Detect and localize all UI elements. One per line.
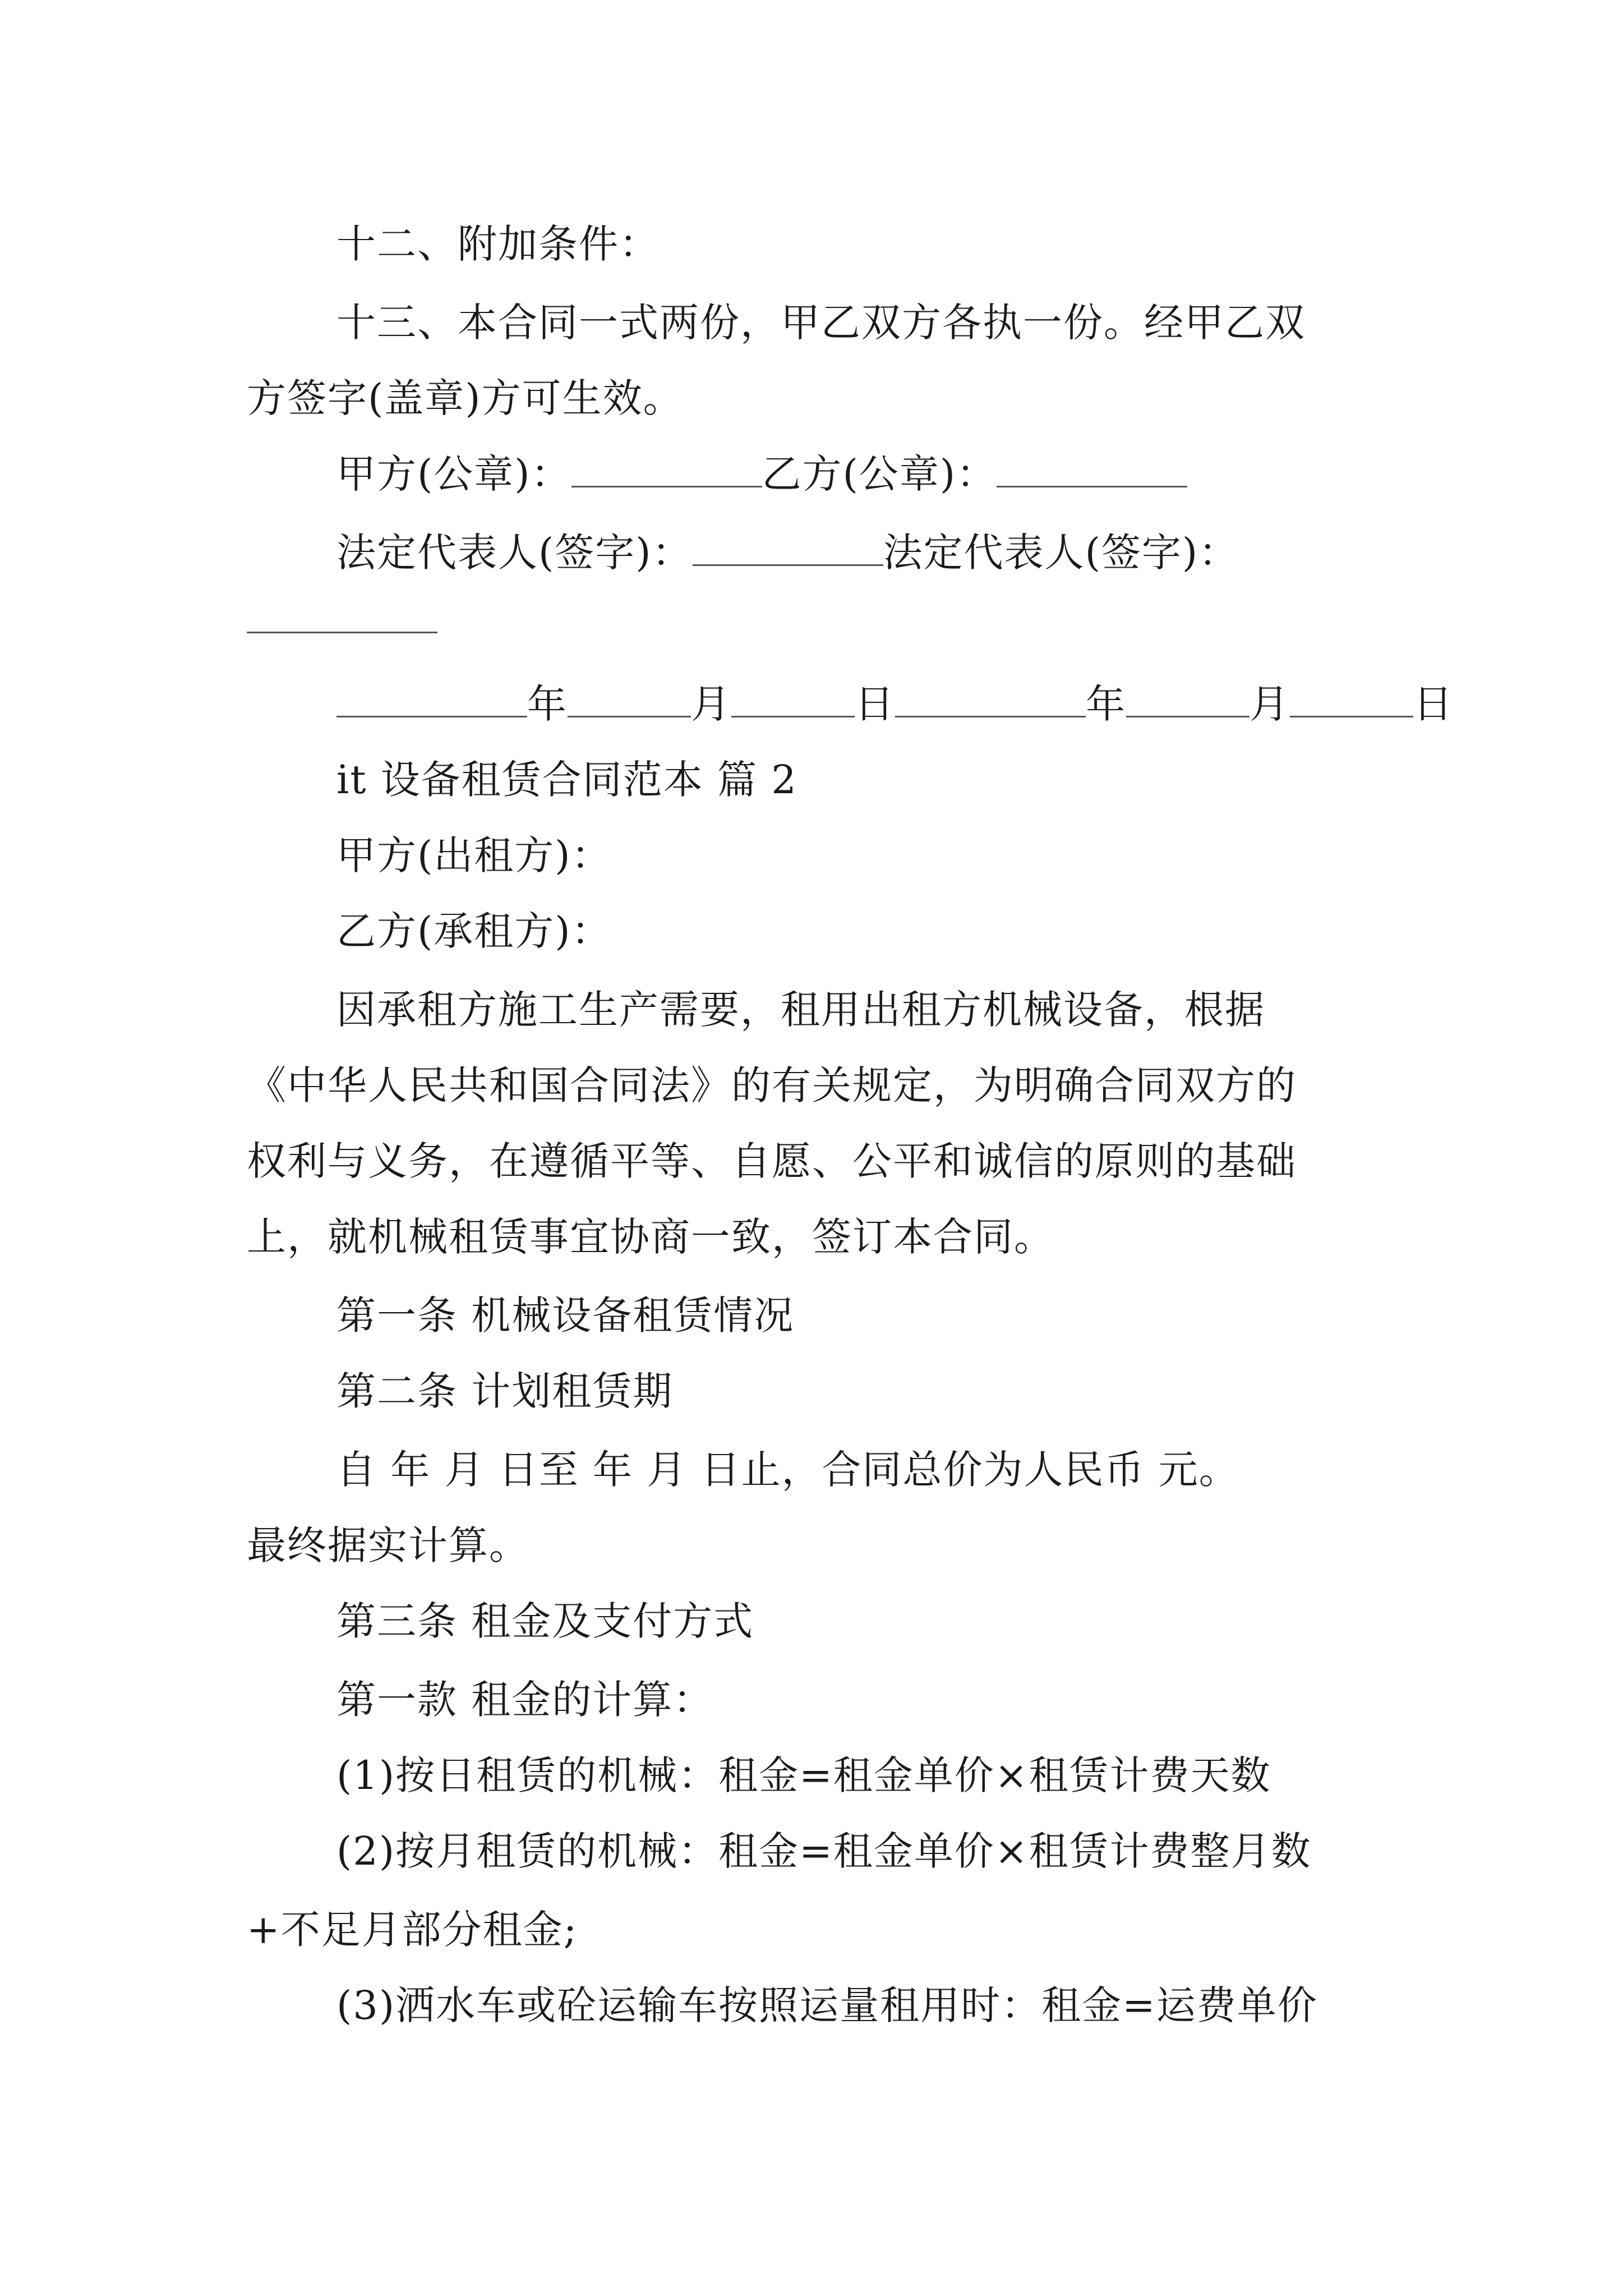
month-label-b: 月 — [1249, 681, 1290, 727]
representative-line — [336, 527, 1239, 578]
month-label-a: 月 — [691, 681, 731, 727]
preamble-text-1: 因承租方施工生产需要，租用出租方机械设备，根据 — [336, 987, 1265, 1033]
rent-rule-2-text-2: +不足月部分租金; — [247, 1907, 578, 1953]
article-1-text: 第一条 机械设备租赁情况 — [336, 1292, 795, 1338]
preamble-text-2: 《中华人民共和国合同法》的有关规定，为明确合同双方的 — [247, 1062, 1297, 1108]
section-heading-text: it 设备租赁合同范本 篇 2 — [336, 757, 797, 803]
party-a-day-blank — [731, 681, 855, 717]
clause-13-line-1 — [336, 297, 1306, 348]
party-a-label: 甲方(出租方)： — [336, 832, 612, 878]
representative-blank-line — [247, 595, 437, 645]
party-b-day-blank — [1290, 681, 1413, 717]
party-b-representative-label: 法定代表人(签字)： — [883, 530, 1239, 576]
party-b-seal-label: 乙方(公章)： — [762, 451, 997, 497]
party-a-seal-label: 甲方(公章)： — [336, 451, 571, 497]
preamble-text-3: 权利与义务，在遵循平等、自愿、公平和诚信的原则的基础 — [247, 1138, 1297, 1184]
rent-rule-3-text: (3)洒水车或砼运输车按照运量租用时：租金=运费单价 — [336, 1982, 1318, 2028]
clause-12 — [336, 219, 660, 269]
lease-period-text-2: 最终据实计算。 — [247, 1522, 529, 1568]
party-a-month-blank — [568, 681, 691, 717]
preamble-line-3 — [247, 1136, 1297, 1186]
year-label-a: 年 — [527, 681, 568, 727]
day-label-b: 日 — [1413, 681, 1454, 727]
seal-line — [336, 449, 1187, 499]
clause-12-text: 十二、附加条件： — [336, 221, 660, 267]
preamble-text-4: 上，就机械租赁事宜协商一致，签订本合同。 — [247, 1214, 1054, 1260]
article-3 — [336, 1596, 754, 1646]
preamble-line-1 — [336, 984, 1265, 1035]
clause-13-text-2: 方签字(盖章)方可生效。 — [247, 375, 684, 421]
party-b-representative-blank — [247, 597, 437, 633]
clause-1-text: 第一款 租金的计算： — [336, 1677, 714, 1723]
article-1 — [336, 1290, 794, 1341]
party-b-label: 乙方(承租方)： — [336, 908, 612, 954]
article-2-text: 第二条 计划租赁期 — [336, 1368, 674, 1414]
party-b-month-blank — [1126, 681, 1249, 717]
clause-13-text-1: 十三、本合同一式两份，甲乙双方各执一份。经甲乙双 — [336, 300, 1306, 346]
lease-period-line-2 — [247, 1520, 529, 1571]
party-a-seal-blank — [571, 451, 762, 487]
article-3-text: 第三条 租金及支付方式 — [336, 1598, 754, 1644]
rent-rule-2-line-2 — [247, 1904, 578, 1955]
clause-1 — [336, 1674, 713, 1725]
party-b-line — [336, 906, 612, 956]
party-a-line — [336, 830, 612, 881]
lease-period-text-1: 自 年 月 日至 年 月 日止，合同总价为人民币 元。 — [336, 1447, 1239, 1493]
date-line — [336, 679, 1454, 729]
party-a-representative-label: 法定代表人(签字)： — [336, 530, 693, 576]
rent-rule-1-text: (1)按日租赁的机械：租金=租金单价×租赁计费天数 — [336, 1752, 1271, 1798]
year-label-b: 年 — [1086, 681, 1126, 727]
rent-rule-2-text-1: (2)按月租赁的机械：租金=租金单价×租赁计费整月数 — [336, 1828, 1312, 1874]
preamble-line-4 — [247, 1212, 1054, 1262]
rent-rule-2-line-1 — [336, 1826, 1311, 1876]
rent-rule-3 — [336, 1980, 1318, 2031]
preamble-line-2 — [247, 1060, 1297, 1111]
section-heading — [336, 754, 797, 805]
rent-rule-1 — [336, 1750, 1271, 1801]
day-label-a: 日 — [855, 681, 895, 727]
party-b-seal-blank — [997, 451, 1187, 487]
party-a-year-blank — [336, 681, 527, 717]
article-2 — [336, 1366, 673, 1416]
clause-13-line-2 — [247, 373, 684, 424]
party-a-representative-blank — [693, 530, 883, 566]
lease-period-line-1 — [336, 1444, 1239, 1495]
party-b-year-blank — [895, 681, 1086, 717]
